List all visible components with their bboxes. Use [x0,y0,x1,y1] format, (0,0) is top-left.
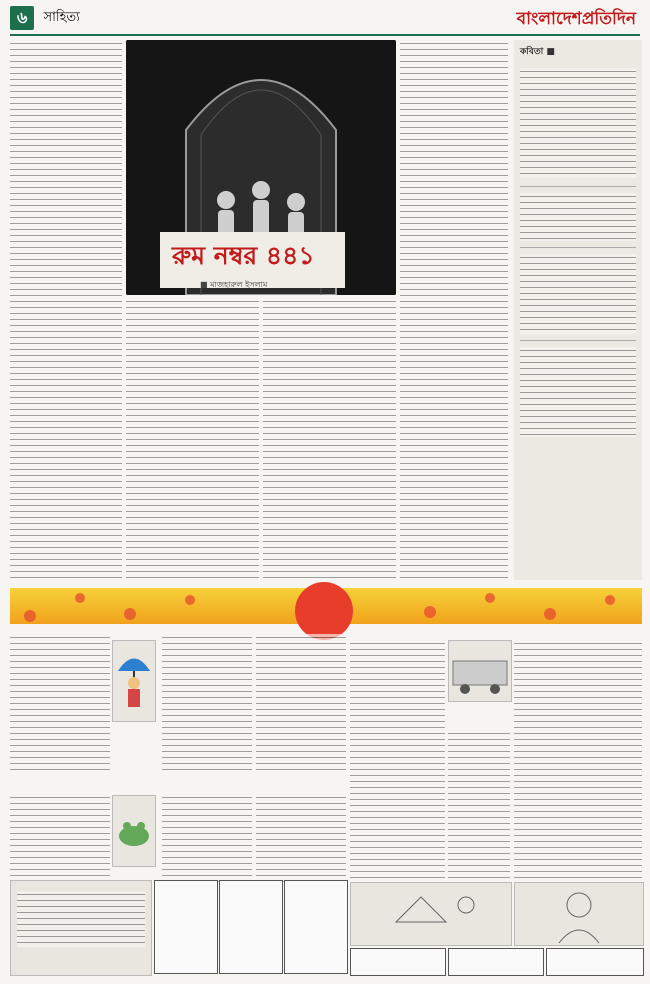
feature-title: রুম নম্বর ৪৪১ [172,241,315,270]
kids-poem [162,792,252,882]
section-name: সাহিত্য [43,10,80,25]
drawing-sketch [391,887,491,927]
kids-poem [10,792,110,882]
story-column-1 [10,40,122,580]
kids-story-illustration [448,640,512,702]
kids-poem [256,632,346,774]
kids-poem [256,792,346,882]
header-rule [10,34,640,36]
kids-story-column-3 [514,640,642,880]
comic-panel [546,948,644,976]
kids-story-column-1 [350,640,445,880]
sidebar-divider [520,247,636,248]
comic-panel [219,880,283,974]
comic-strip [154,880,346,974]
comic-panel [448,948,544,976]
mail-text [17,891,145,947]
sidebar-poem-text [520,347,636,437]
kids-poem [10,632,110,774]
comic-panel [350,948,446,976]
logo-text: বাংলাদেশপ্রতিদিন [516,9,636,29]
kids-poem-text [256,634,346,774]
comic-panel [284,880,348,974]
sidebar-divider [520,340,636,341]
kids-poem-text [10,634,110,774]
frog-illustration [112,795,156,867]
comic-panel [154,880,218,974]
poetry-sidebar [514,40,642,580]
kids-poem-text [162,794,252,882]
train-scene [449,641,511,701]
feature-title-box [160,232,345,288]
umbrella-figure [113,641,155,721]
sidebar-poem-text [520,68,636,178]
kids-mail-box [10,880,152,976]
child-umbrella-illustration [112,640,156,722]
kids-story-column-2 [448,730,510,880]
kids-poem-text [10,794,110,882]
story-column-3 [263,298,396,580]
feature-byline: ■ মাজহারুল ইসলাম [200,280,268,289]
comic-strip-2 [350,948,642,976]
sidebar-divider [520,186,636,187]
page-number: ৬ [10,6,34,30]
newspaper-logo[interactable] [517,6,636,34]
sidebar-poem-text [520,254,636,334]
kids-poem [162,632,252,774]
frog-figure [113,796,155,866]
kids-poem-text [162,634,252,774]
page-header-left [10,6,90,32]
sidebar-poem-text [520,193,636,241]
sidebar-heading: কবিতা ■ [520,47,555,57]
kids-portrait-sketch [514,882,644,946]
story-column-2 [126,298,259,580]
story-column-4 [400,40,508,580]
mail-title [11,881,151,889]
portrait-figure [515,883,643,945]
kids-poem-text [256,794,346,882]
kids-drawing-box [350,882,512,946]
